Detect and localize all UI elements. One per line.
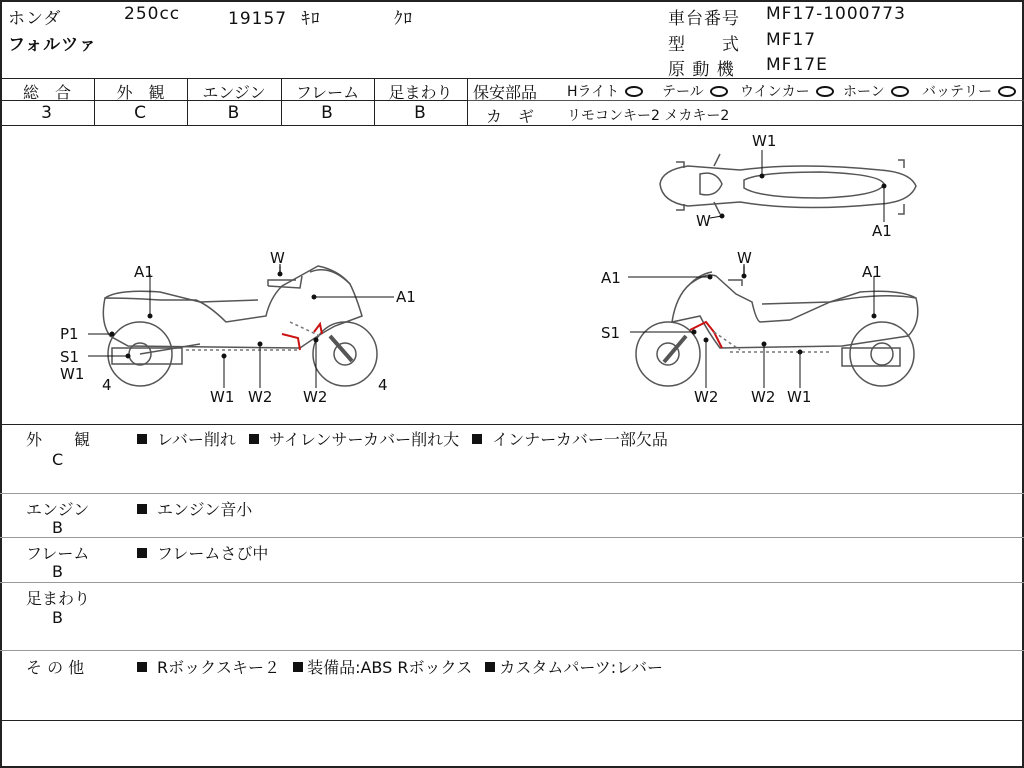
exterior-grade: C — [134, 103, 147, 123]
marker-label: W2 — [751, 388, 776, 406]
safety-item-headlight — [567, 81, 643, 101]
ok-circle-icon — [998, 86, 1016, 97]
divider — [467, 78, 468, 125]
bullet-icon — [249, 434, 259, 444]
note-engine-grade: B — [52, 518, 63, 537]
divider — [0, 720, 1024, 721]
safety-item-label: Hライト — [567, 84, 620, 100]
safety-item-battery — [922, 81, 1016, 101]
scooter-right-side-view — [636, 264, 918, 386]
note-exterior-grade: C — [52, 450, 64, 469]
divider — [0, 78, 1024, 79]
model-name: フォルツァ — [8, 35, 97, 55]
rear-wheel — [850, 322, 914, 386]
note-frame-items — [137, 541, 276, 564]
marker-label: A1 — [134, 263, 154, 281]
maker: ホンダ — [8, 9, 62, 29]
ok-circle-icon — [710, 86, 728, 97]
note-exterior-items — [137, 427, 676, 450]
safety-item-label: テール — [662, 84, 704, 100]
marker-label: W1 — [752, 132, 777, 150]
divider — [0, 493, 1024, 494]
marker-label: S1 — [60, 348, 80, 366]
mileage-value: 19157 — [228, 9, 288, 29]
note-item: Rボックスキー２ — [157, 658, 280, 677]
mileage — [228, 4, 321, 29]
suspension-grade: B — [414, 103, 427, 123]
note-exterior-label: 外 観 — [26, 430, 91, 449]
note-item: 装備品:ABS Rボックス — [307, 658, 473, 677]
marker-label: A1 — [601, 269, 621, 287]
note-item: カスタムパーツ:レバー — [499, 658, 664, 677]
note-item: エンジン音小 — [157, 500, 253, 519]
marker-label: 4 — [378, 376, 388, 394]
marker-label: A1 — [872, 222, 892, 240]
safety-item-label: ウインカー — [740, 84, 810, 100]
safety-label: 保安部品 — [473, 83, 538, 102]
note-item: サイレンサーカバー削れ大 — [268, 430, 460, 449]
note-other-items — [137, 655, 671, 678]
marker-label: W2 — [694, 388, 719, 406]
bullet-icon — [472, 434, 482, 444]
note-suspension-label: 足まわり — [26, 589, 91, 608]
marker-label: W2 — [248, 388, 273, 406]
note-other-label: そ の 他 — [26, 658, 85, 677]
frame-grade: B — [321, 103, 334, 123]
engine-value: MF17E — [766, 55, 828, 75]
divider — [0, 650, 1024, 651]
scooter-top-view — [660, 154, 916, 214]
note-frame-grade: B — [52, 562, 63, 581]
note-suspension-grade: B — [52, 608, 63, 627]
marker-label: W — [737, 249, 752, 267]
divider — [0, 424, 1024, 425]
note-item: レバー削れ — [157, 430, 236, 449]
note-item: インナーカバー一部欠品 — [492, 430, 668, 449]
safety-item-label: バッテリー — [922, 84, 992, 100]
ok-circle-icon — [816, 86, 834, 97]
marker-label: W1 — [210, 388, 235, 406]
bullet-icon — [293, 662, 303, 672]
marker-label: A1 — [396, 288, 416, 306]
frame-grade-label: フレーム — [295, 83, 360, 102]
marker-label: W1 — [787, 388, 812, 406]
scooter-left-side-view — [103, 264, 377, 386]
key-value: リモコンキー2 メカキー2 — [567, 108, 730, 124]
marker-label: P1 — [60, 325, 79, 343]
marker-label: W2 — [303, 388, 328, 406]
marker-label: W1 — [60, 365, 85, 383]
exterior-label: 外 観 — [116, 83, 165, 102]
key-label: カ ギ — [486, 107, 535, 126]
bullet-icon — [137, 434, 147, 444]
damage-mark — [314, 324, 322, 334]
ok-circle-icon — [891, 86, 909, 97]
displacement: 250cc — [124, 4, 181, 24]
marker-label: A1 — [862, 263, 882, 281]
marker-label: W — [696, 212, 711, 230]
mileage-unit: ｷﾛ — [301, 9, 321, 29]
note-item: フレームさび中 — [157, 544, 269, 563]
marker-label: S1 — [601, 324, 621, 342]
safety-item-label: ホーン — [843, 84, 885, 100]
bullet-icon — [485, 662, 495, 672]
divider — [0, 582, 1024, 583]
divider — [0, 537, 1024, 538]
engine-label: 原 動 機 — [668, 60, 735, 80]
total-label: 総 合 — [22, 83, 71, 102]
safety-item-winker — [740, 81, 834, 101]
safety-item-horn — [843, 81, 909, 101]
frame-no-label: 車台番号 — [668, 9, 740, 29]
total-grade: 3 — [41, 103, 53, 123]
marker-label: 4 — [102, 376, 112, 394]
damage-diagram — [0, 126, 1024, 424]
bullet-icon — [137, 548, 147, 558]
engine-grade-label: エンジン — [202, 83, 266, 102]
bullet-icon — [137, 504, 147, 514]
type-label: 型 式 — [668, 35, 740, 55]
suspension-grade-label: 足まわり — [388, 83, 453, 102]
safety-item-tail — [662, 81, 728, 101]
color: ｸﾛ — [394, 9, 413, 29]
bullet-icon — [137, 662, 147, 672]
note-frame-label: フレーム — [26, 544, 90, 563]
ok-circle-icon — [625, 86, 643, 97]
note-engine-label: エンジン — [26, 500, 90, 519]
note-engine-items — [137, 497, 260, 520]
type-value: MF17 — [766, 30, 817, 50]
marker-label: W — [270, 249, 285, 267]
engine-grade: B — [227, 103, 241, 123]
frame-no: MF17-1000773 — [766, 4, 906, 24]
